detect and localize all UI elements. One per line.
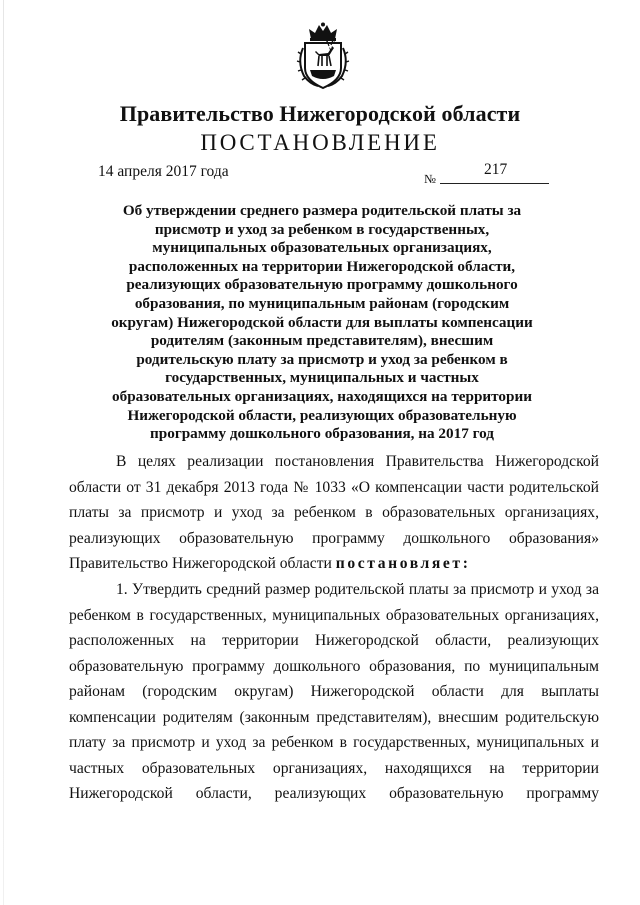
coat-of-arms-icon: [296, 22, 350, 90]
document-number-block: [424, 161, 549, 185]
preamble-line: области от 31 декабря 2013 года № 1033 «О компенсации части родительской: [69, 478, 599, 496]
subject-line: расположенных на территории Нижегородской области,: [128, 257, 516, 275]
subject-line: государственных, муниципальных и частных: [165, 369, 479, 387]
government-title: Правительство Нижегородской области: [119, 101, 521, 126]
item-1-paragraph: [69, 577, 599, 807]
item-1-line: образовательную программу дошкольного образования, по муниципальным: [69, 657, 599, 675]
item-1-line: частных образовательных организациях, находящихся на территории: [69, 759, 599, 777]
subject-line: программу дошкольного образования, на 2017 год: [150, 425, 494, 443]
subject-line: реализующих образовательную программу дошкольного: [126, 276, 518, 294]
item-1-line: расположенных на территории Нижегородской области, реализующих: [69, 632, 599, 649]
subject-line: Нижегородской области, реализующих образовательную: [127, 406, 517, 424]
number-sign: №: [424, 172, 436, 186]
preamble-line: платы за присмотр и уход за ребенком в образовательных организациях,: [69, 504, 599, 521]
document-number: 217: [484, 161, 508, 178]
item-1-line: районам (городским округам) Нижегородской области для выплаты: [69, 683, 599, 700]
subject-line: образования, по муниципальным районам (городским: [134, 294, 510, 312]
subject-line: Об утверждении среднего размера родительской платы за: [122, 202, 522, 219]
item-1-line: ребенком в государственных, муниципальных образовательных организациях,: [69, 606, 599, 624]
item-1-line: компенсации родителям (законным представителям), внесшим родительскую: [69, 708, 599, 726]
item-1-line: плату за присмотр и уход за ребенком в государственных, муниципальных и: [69, 734, 599, 751]
subject-line: присмотр и уход за ребенком в государственных,: [154, 220, 490, 238]
subject-line: округам) Нижегородской области для выплаты компенсации: [111, 313, 533, 331]
subject-line: родительскую плату за присмотр и уход за ребенком в: [136, 350, 508, 368]
subject-line: образовательных организациях, находящихся на территории: [112, 387, 532, 405]
number-underline: [440, 183, 549, 184]
preamble-line-prefix: Правительство Нижегородской области: [69, 555, 336, 572]
document-date: 14 апреля 2017 года: [98, 163, 229, 180]
item-1-line: 1. Утвердить средний размер родительской платы за присмотр и уход за: [116, 581, 599, 598]
preamble-line: [69, 551, 599, 577]
decree-word: постановляет:: [335, 555, 471, 572]
preamble-paragraph: [69, 449, 599, 577]
subject-line: муниципальных образовательных организациях,: [152, 239, 492, 257]
preamble-line: реализующих образовательную программу дошкольного образования»: [69, 529, 599, 547]
document-type: ПОСТАНОВЛЕНИЕ: [200, 130, 440, 155]
preamble-line: В целях реализации постановления Правительства Нижегородской: [116, 453, 599, 470]
document-subject: [100, 202, 544, 444]
subject-line: родителям (законным представителям), внесшим: [150, 332, 494, 350]
item-1-line: Нижегородской области, реализующих образовательную программу: [69, 785, 599, 802]
